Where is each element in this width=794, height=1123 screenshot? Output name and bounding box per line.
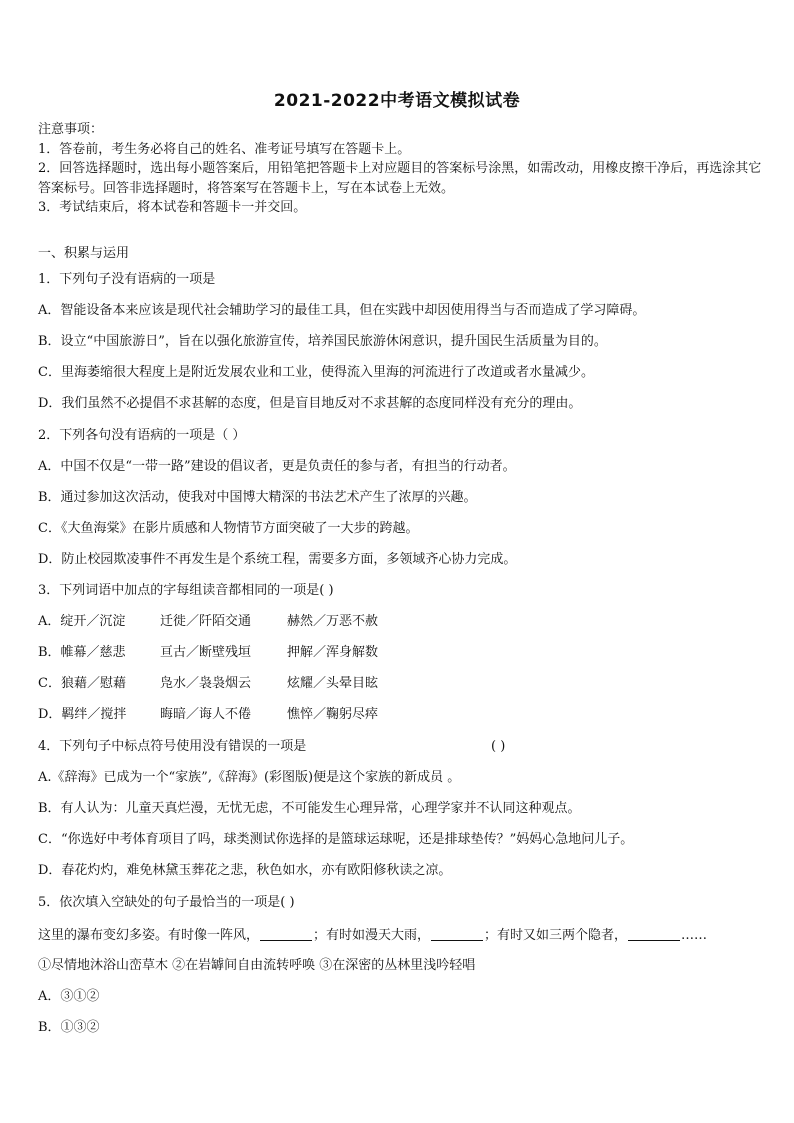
q4-option-d: D．春花灼灼，难免林黛玉葬花之悲，秋色如水，亦有欧阳修秋读之凉。 (38, 863, 452, 878)
notice-item-1: 1．答卷前，考生务必将自己的姓名、准考证号填写在答题卡上。 (38, 141, 411, 157)
q5-option-a: A．③①② (38, 989, 100, 1004)
q5-text-4: …… (681, 928, 708, 943)
notice-heading: 注意事项： (38, 122, 104, 137)
q1-option-c: C．里海萎缩很大程度上是附近发展农业和工业，使得流入里海的河流进行了改道或者水量减少。 (38, 365, 594, 380)
q2-option-a: A．中国不仅是“一带一路”建设的倡议者，更是负责任的参与者，有担当的行动者。 (38, 459, 516, 474)
q3-stem: 3．下列词语中加点的字每组读音都相同的一项是( ) (38, 583, 334, 598)
q4-option-b: B．有人认为：儿童天真烂漫，无忧无虑，不可能发生心理异常，心理学家并不认同这种观点。 (38, 801, 581, 816)
q5-stem: 5．依次填入空缺处的句子最恰当的一项是( ) (38, 895, 295, 910)
q3-d-word-2: 晦暗／诲人不倦 (160, 707, 252, 722)
q3-row-b (38, 645, 378, 661)
q1-option-b: B．设立“中国旅游日”，旨在以强化旅游宣传，培养国民旅游休闲意识，提升国民生活质量为目的。 (38, 334, 607, 349)
page-title: 2021-2022中考语文模拟试卷 (273, 91, 521, 111)
q3-d-word-3: 憔悴／鞠躬尽瘁 (287, 707, 379, 722)
q5-blank-1 (260, 927, 312, 941)
q4-answer-paren: ( ) (491, 739, 506, 754)
q3-a-word-3: 赫然／万恶不赦 (287, 614, 379, 629)
q3-row-d (38, 707, 378, 723)
q3-c-word-2: 凫水／袅袅烟云 (160, 676, 252, 691)
q3-a-word-2: 迁徙／阡陌交通 (160, 614, 252, 629)
section-heading: 一、积累与运用 (38, 246, 130, 261)
notice-item-2: 2．回答选择题时，选出每小题答案后，用铅笔把答题卡上对应题目的答案标号涂黑，如需改动，用橡皮擦干净后，再选涂其它答案标号。回答非选择题时，将答案写在答题卡上，写在本试卷上无效。 (38, 161, 762, 196)
q4-option-c: C．“你选好中考体育项目了吗，球类测试你选择的是篮球运球呢，还是排球垫传？”妈妈心急地问儿子。 (38, 832, 634, 847)
notice-block (38, 120, 762, 218)
q5-passage (38, 927, 707, 944)
q2-stem: 2．下列各句没有语病的一项是（ ） (38, 428, 246, 443)
q4-option-a: A.《辞海》已成为一个“家族”,《辞海》(彩图版)便是这个家族的新成员 。 (38, 770, 461, 785)
q5-text-1: 这里的瀑布变幻多姿。有时像一阵风， (38, 928, 260, 943)
q3-row-a (38, 614, 378, 630)
q1-option-d: D．我们虽然不必提倡不求甚解的态度，但是盲目地反对不求甚解的态度同样没有充分的理由。 (38, 396, 582, 411)
q3-a-word-1: A．绽开／沉淀 (38, 614, 126, 629)
q5-option-b: B．①③② (38, 1020, 100, 1035)
q3-d-word-1: D．羁绊／搅拌 (38, 707, 127, 722)
q3-b-word-2: 亘古／断壁残垣 (160, 645, 252, 660)
q5-choices: ①尽情地沐浴山峦草木 ②在岩罅间自由流转呼唤 ③在深密的丛林里浅吟轻唱 (38, 958, 476, 973)
q3-c-word-3: 炫耀／头晕目眩 (287, 676, 379, 691)
q5-blank-3 (628, 927, 680, 941)
q1-stem: 1．下列句子没有语病的一项是 (38, 272, 216, 287)
q5-blank-2 (431, 927, 483, 941)
q3-b-word-3: 押解／浑身解数 (287, 645, 379, 660)
q3-row-c (38, 676, 378, 692)
q4-stem: 4．下列句子中标点符号使用没有错误的一项是 (38, 739, 307, 754)
q5-text-3: ；有时又如三两个隐者， (484, 928, 628, 943)
q3-b-word-1: B．帷幕／慈悲 (38, 645, 126, 660)
q1-option-a: A．智能设备本来应该是现代社会辅助学习的最佳工具，但在实践中却因使用得当与否而造成了学习障碍。 (38, 303, 646, 318)
q2-option-d: D．防止校园欺凌事件不再发生是个系统工程，需要多方面，多领域齐心协力完成。 (38, 552, 517, 567)
q2-option-c: C．《大鱼海棠》在影片质感和人物情节方面突破了一大步的跨越。 (38, 521, 419, 536)
q2-option-b: B．通过参加这次活动，使我对中国博大精深的书法艺术产生了浓厚的兴趣。 (38, 490, 477, 505)
q5-text-2: ；有时如漫天大雨， (313, 928, 431, 943)
notice-item-3: 3．考试结束后，将本试卷和答题卡一并交回。 (38, 200, 307, 215)
q3-c-word-1: C．狼藉／慰藉 (38, 676, 126, 691)
